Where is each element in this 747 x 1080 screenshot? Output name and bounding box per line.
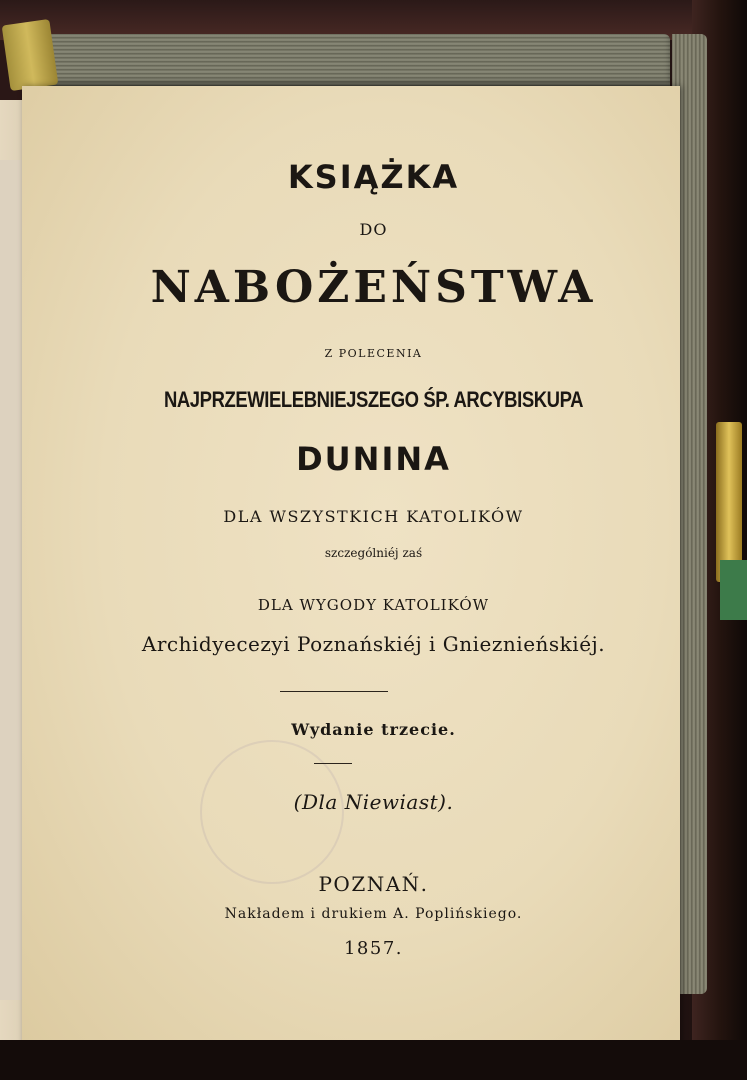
title-do: DO bbox=[359, 220, 388, 239]
line-archidiecezji: Archidyecezyi Poznańskiéj i Gnieznieńskiéj. bbox=[141, 632, 606, 656]
imprint-place: POZNAŃ. bbox=[318, 872, 429, 896]
line-dunina: DUNINA bbox=[296, 440, 451, 478]
bookmark-ribbon[interactable] bbox=[2, 19, 59, 91]
line-dla-wszystkich: DLA WSZYSTKICH KATOLIKÓW bbox=[223, 507, 524, 526]
bottom-shadow bbox=[0, 1040, 747, 1080]
line-dla-niewiast: (Dla Niewiast). bbox=[293, 790, 454, 814]
imprint-year: 1857. bbox=[343, 938, 404, 959]
line-dla-wygody: DLA WYGODY KATOLIKÓW bbox=[257, 596, 490, 614]
title-nabozenstwa: NABOŻEŃSTWA bbox=[150, 262, 597, 313]
divider-rule-short bbox=[314, 763, 352, 764]
page-edges-top bbox=[45, 34, 670, 86]
line-z-polecenia: Z POLECENIA bbox=[324, 347, 423, 360]
line-archbishop: NAJPRZEWIELEBNIEJSZEGO ŚP. ARCYBISKUPA bbox=[163, 387, 584, 412]
divider-rule bbox=[280, 691, 388, 692]
title-ksiazka: KSIĄŻKA bbox=[287, 158, 460, 196]
line-szczegolniej: szczególniéj zaś bbox=[324, 546, 423, 560]
imprint-publisher: Nakładem i drukiem A. Poplińskiego. bbox=[224, 906, 523, 922]
line-edition: Wydanie trzecie. bbox=[291, 720, 456, 739]
